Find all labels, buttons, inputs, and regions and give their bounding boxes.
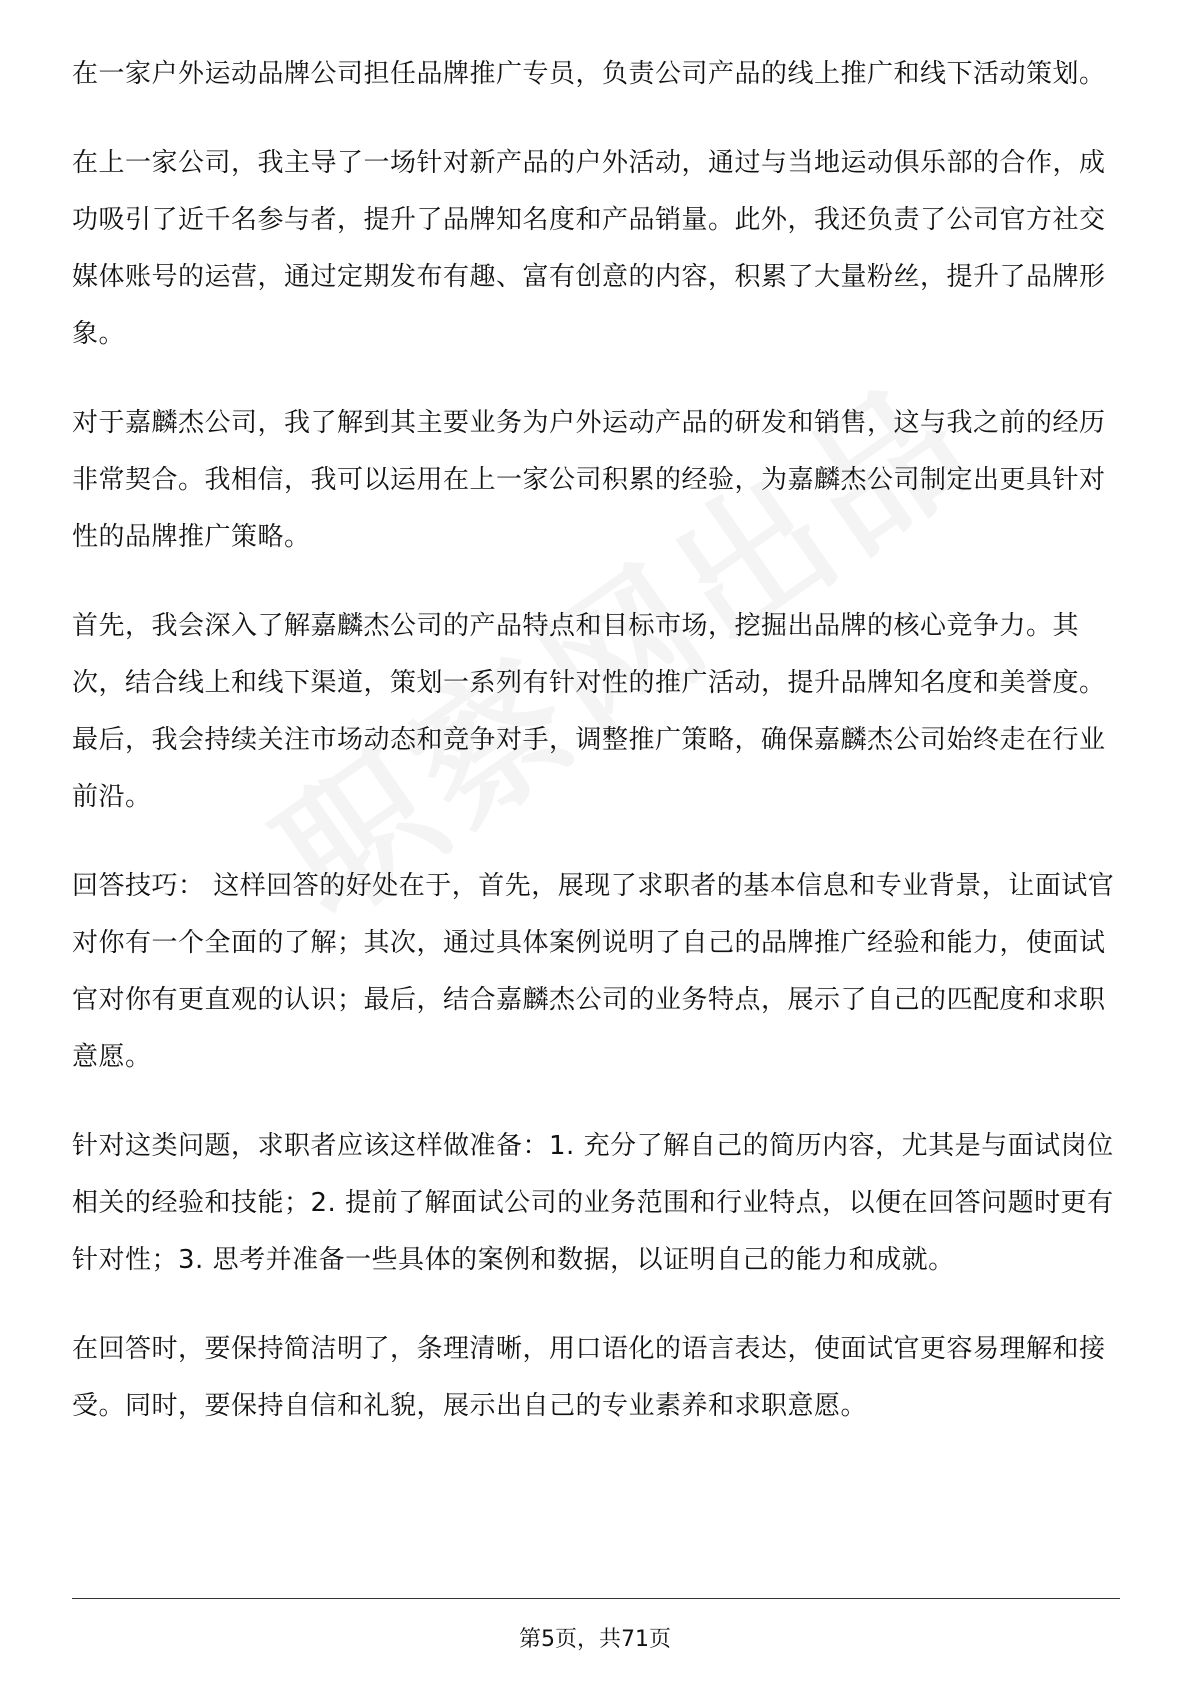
paragraph-7: 在回答时，要保持简洁明了，条理清晰，用口语化的语言表达，使面试官更容易理解和接受。同时，要保持自信和礼貌，展示出自己的专业素养和求职意愿。 [72, 1334, 1106, 1421]
paragraph-5-answer-tips: 回答技巧： 这样回答的好处在于，首先，展现了求职者的基本信息和专业背景，让面试官对你有一个全面的了解；其次，通过具体案例说明了自己的品牌推广经验和能力，使面试官对你有更直观的认识；最后，结合嘉麟杰公司的业务特点，展示了自己的匹配度和求职意愿。 [72, 871, 1115, 1072]
paragraph-3: 对于嘉麟杰公司，我了解到其主要业务为户外运动产品的研发和销售，这与我之前的经历非常契合。我相信，我可以运用在上一家公司积累的经验，为嘉麟杰公司制定出更具针对性的品牌推广策略。 [72, 408, 1106, 552]
document-body [72, 46, 1120, 1467]
paragraph-2: 在上一家公司，我主导了一场针对新产品的户外活动，通过与当地运动俱乐部的合作，成功吸引了近千名参与者，提升了品牌知名度和产品销量。此外，我还负责了公司官方社交媒体账号的运营，通过定期发布有趣、富有创意的内容，积累了大量粉丝，提升了品牌形象。 [72, 148, 1106, 349]
paragraph-4: 首先，我会深入了解嘉麟杰公司的产品特点和目标市场，挖掘出品牌的核心竞争力。其次，结合线上和线下渠道，策划一系列有针对性的推广活动，提升品牌知名度和美誉度。最后，我会持续关注市场动态和竞争对手，调整推广策略，确保嘉麟杰公司始终走在行业前沿。 [72, 611, 1106, 812]
page-number: 第5页，共71页 [519, 1627, 671, 1652]
paragraph-6-preparation: 针对这类问题，求职者应该这样做准备：1. 充分了解自己的简历内容，尤其是与面试岗位相关的经验和技能；2. 提前了解面试公司的业务范围和行业特点，以便在回答问题时更有针对性；3. 思考并准备一些具体的案例和数据，以证明自己的能力和成就。 [72, 1131, 1114, 1275]
paragraph-1: 在一家户外运动品牌公司担任品牌推广专员，负责公司产品的线上推广和线下活动策划。 [72, 59, 1106, 89]
footer-divider [72, 1598, 1120, 1599]
